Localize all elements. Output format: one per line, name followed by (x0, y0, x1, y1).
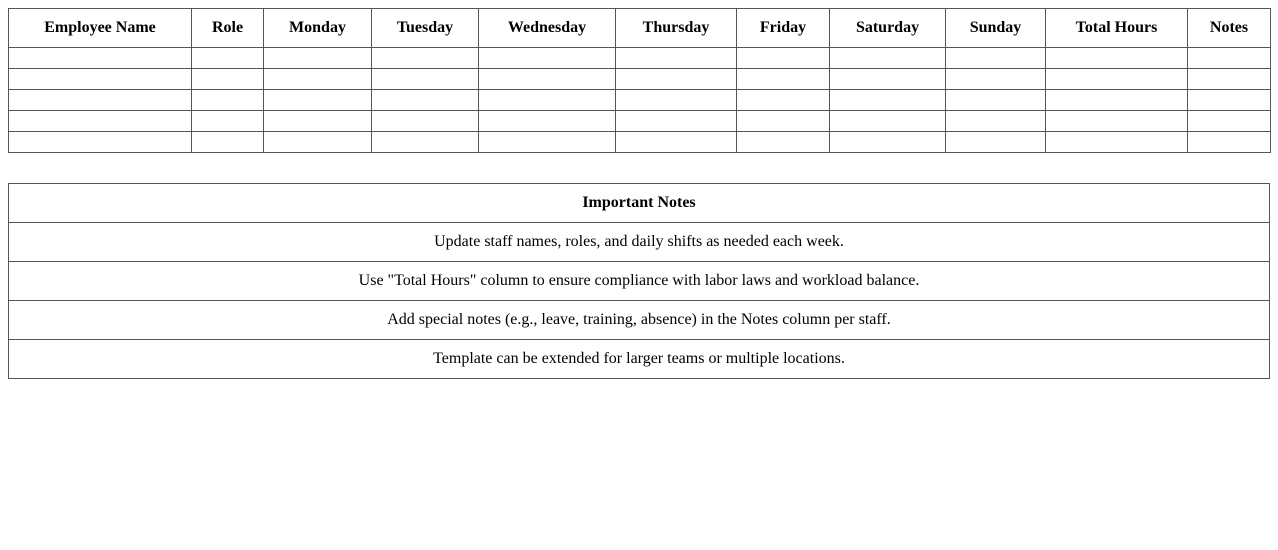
cell-notes[interactable] (1188, 111, 1271, 132)
cell-total-hours[interactable] (1046, 111, 1188, 132)
notes-title-row (9, 184, 1270, 223)
cell-thursday[interactable] (616, 90, 737, 111)
cell-wednesday[interactable] (479, 48, 616, 69)
cell-thursday[interactable] (616, 132, 737, 153)
cell-friday[interactable] (737, 90, 830, 111)
note-item: Use "Total Hours" column to ensure compliance with labor laws and workload balance. (9, 262, 1270, 301)
notes-table (8, 183, 1270, 379)
header-role: Role (192, 9, 264, 48)
header-friday: Friday (737, 9, 830, 48)
cell-notes[interactable] (1188, 90, 1271, 111)
cell-friday[interactable] (737, 132, 830, 153)
cell-employee-name[interactable] (9, 69, 192, 90)
note-row (9, 262, 1270, 301)
cell-total-hours[interactable] (1046, 132, 1188, 153)
cell-total-hours[interactable] (1046, 69, 1188, 90)
cell-sunday[interactable] (946, 69, 1046, 90)
cell-total-hours[interactable] (1046, 90, 1188, 111)
cell-tuesday[interactable] (372, 132, 479, 153)
cell-role[interactable] (192, 48, 264, 69)
cell-friday[interactable] (737, 48, 830, 69)
cell-wednesday[interactable] (479, 69, 616, 90)
cell-employee-name[interactable] (9, 132, 192, 153)
cell-monday[interactable] (264, 69, 372, 90)
cell-sunday[interactable] (946, 132, 1046, 153)
schedule-table (8, 8, 1271, 153)
notes-title: Important Notes (9, 184, 1270, 223)
header-employee-name: Employee Name (9, 9, 192, 48)
note-item: Add special notes (e.g., leave, training, absence) in the Notes column per staff. (9, 301, 1270, 340)
schedule-row (9, 48, 1271, 69)
cell-wednesday[interactable] (479, 132, 616, 153)
cell-tuesday[interactable] (372, 90, 479, 111)
cell-sunday[interactable] (946, 111, 1046, 132)
cell-employee-name[interactable] (9, 111, 192, 132)
cell-thursday[interactable] (616, 111, 737, 132)
schedule-row (9, 132, 1271, 153)
note-row (9, 223, 1270, 262)
cell-employee-name[interactable] (9, 48, 192, 69)
schedule-row (9, 90, 1271, 111)
note-item: Template can be extended for larger teams or multiple locations. (9, 340, 1270, 379)
cell-saturday[interactable] (830, 48, 946, 69)
cell-sunday[interactable] (946, 48, 1046, 69)
cell-monday[interactable] (264, 111, 372, 132)
cell-wednesday[interactable] (479, 111, 616, 132)
cell-saturday[interactable] (830, 111, 946, 132)
cell-role[interactable] (192, 132, 264, 153)
cell-notes[interactable] (1188, 69, 1271, 90)
header-wednesday: Wednesday (479, 9, 616, 48)
cell-total-hours[interactable] (1046, 48, 1188, 69)
header-sunday: Sunday (946, 9, 1046, 48)
cell-tuesday[interactable] (372, 69, 479, 90)
cell-role[interactable] (192, 90, 264, 111)
page-content (8, 8, 1270, 379)
cell-tuesday[interactable] (372, 111, 479, 132)
cell-sunday[interactable] (946, 90, 1046, 111)
header-tuesday: Tuesday (372, 9, 479, 48)
header-notes: Notes (1188, 9, 1271, 48)
header-saturday: Saturday (830, 9, 946, 48)
cell-friday[interactable] (737, 111, 830, 132)
cell-saturday[interactable] (830, 90, 946, 111)
schedule-header-row (9, 9, 1271, 48)
cell-role[interactable] (192, 69, 264, 90)
cell-monday[interactable] (264, 132, 372, 153)
cell-monday[interactable] (264, 90, 372, 111)
cell-thursday[interactable] (616, 69, 737, 90)
note-item: Update staff names, roles, and daily shifts as needed each week. (9, 223, 1270, 262)
cell-notes[interactable] (1188, 132, 1271, 153)
schedule-row (9, 111, 1271, 132)
header-monday: Monday (264, 9, 372, 48)
schedule-row (9, 69, 1271, 90)
cell-thursday[interactable] (616, 48, 737, 69)
cell-saturday[interactable] (830, 132, 946, 153)
cell-role[interactable] (192, 111, 264, 132)
header-thursday: Thursday (616, 9, 737, 48)
cell-employee-name[interactable] (9, 90, 192, 111)
note-row (9, 340, 1270, 379)
cell-monday[interactable] (264, 48, 372, 69)
cell-saturday[interactable] (830, 69, 946, 90)
note-row (9, 301, 1270, 340)
schedule-body (9, 48, 1271, 153)
cell-friday[interactable] (737, 69, 830, 90)
header-total-hours: Total Hours (1046, 9, 1188, 48)
cell-tuesday[interactable] (372, 48, 479, 69)
cell-wednesday[interactable] (479, 90, 616, 111)
cell-notes[interactable] (1188, 48, 1271, 69)
